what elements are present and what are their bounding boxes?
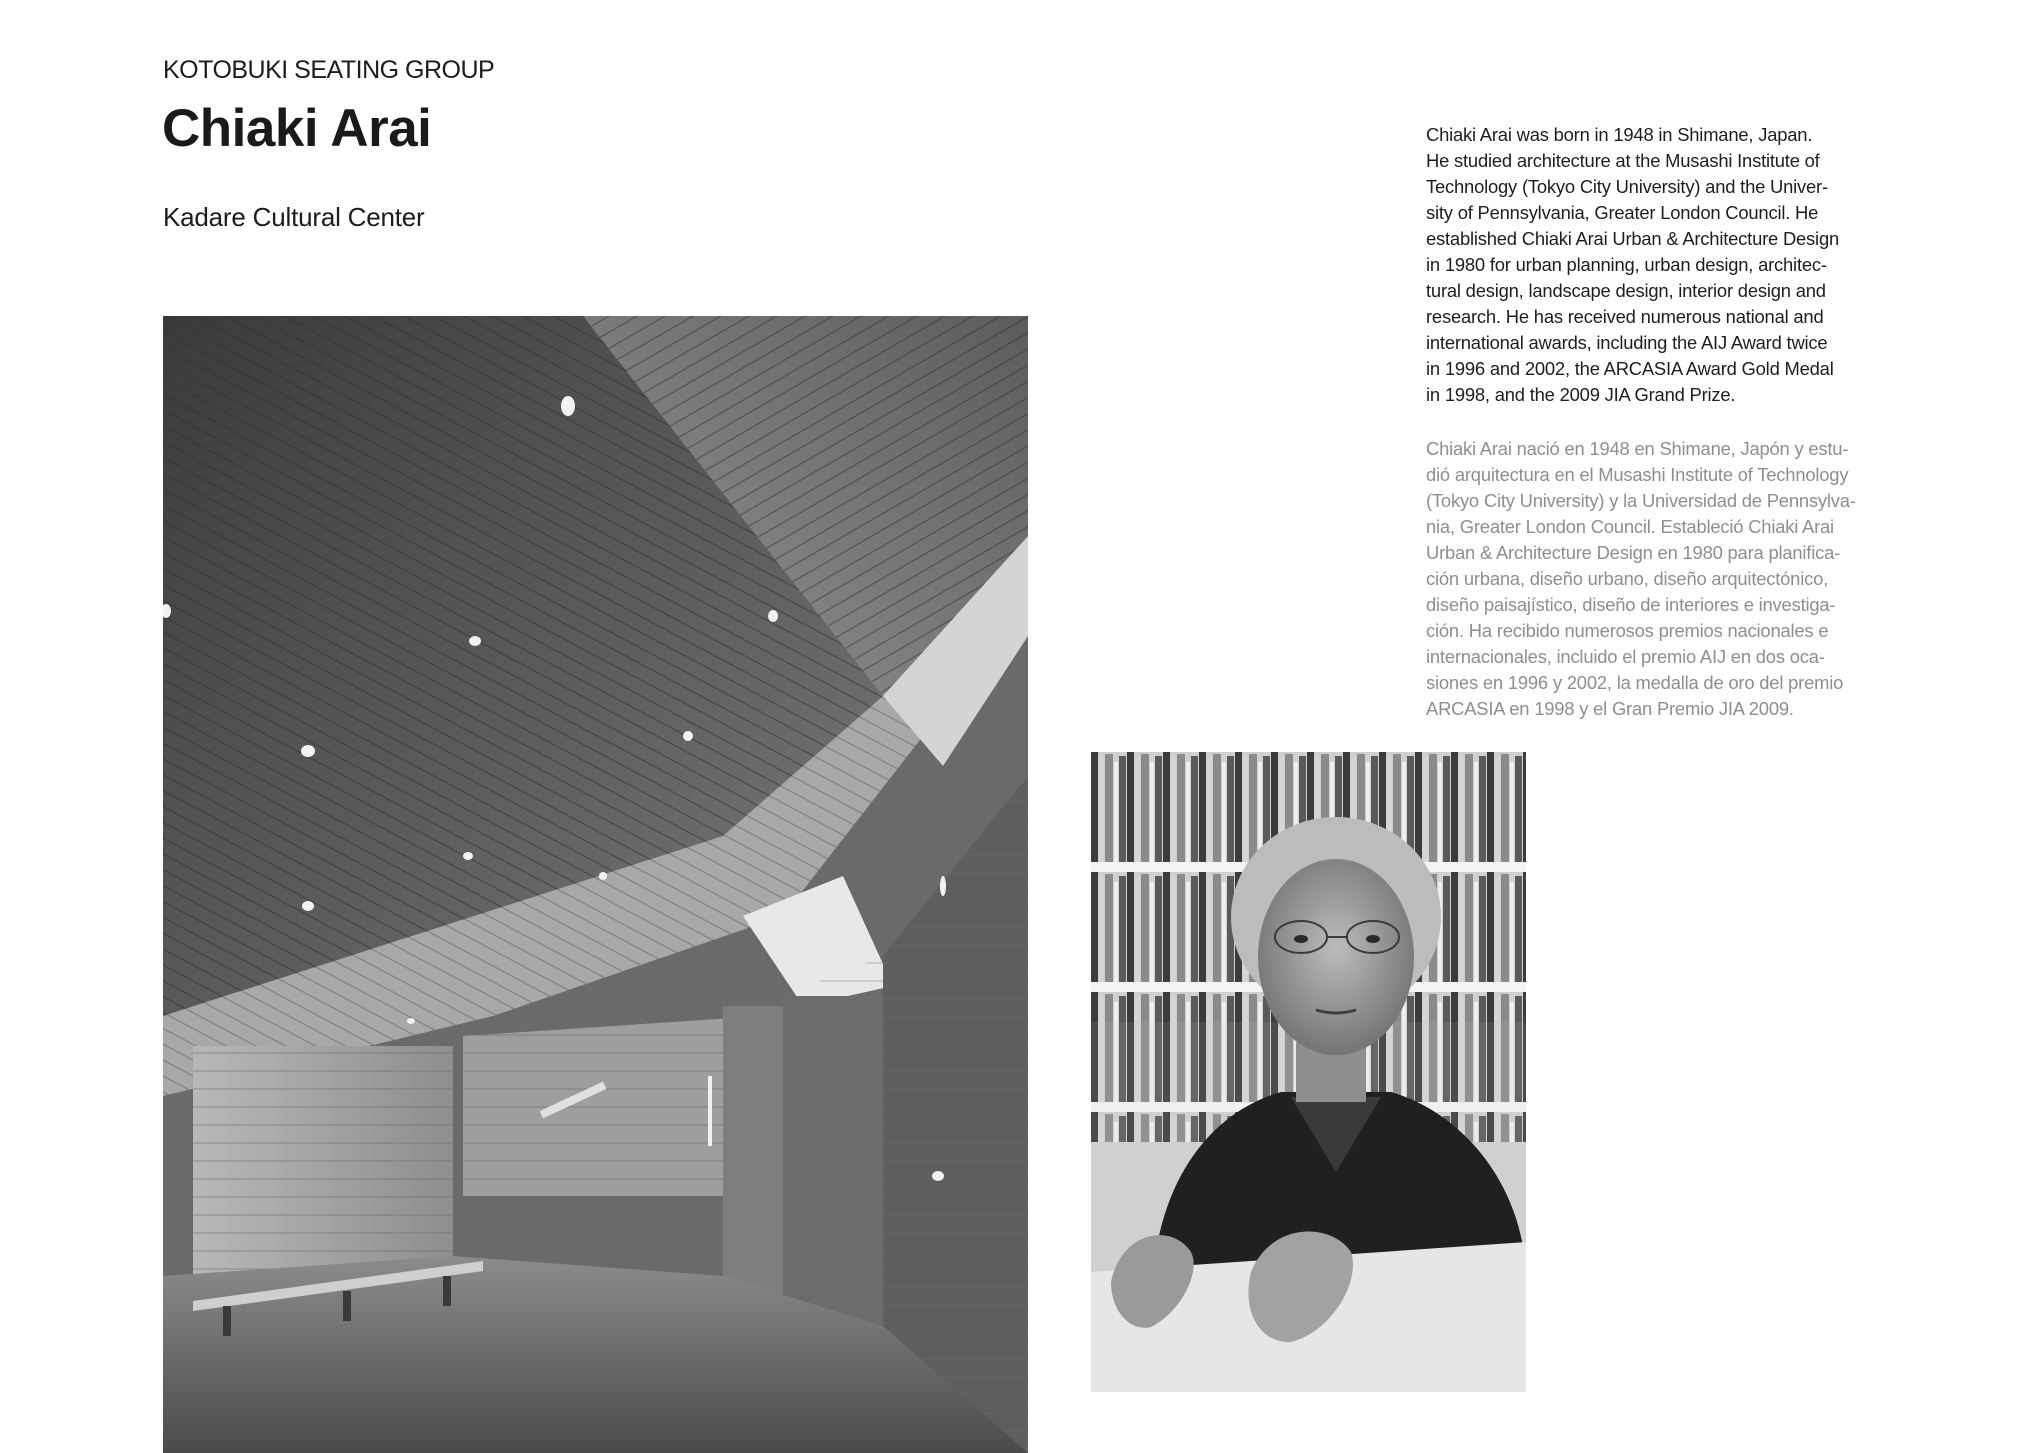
bio-line: He studied architecture at the Musashi Institute of bbox=[1426, 150, 1820, 171]
bio-line: Chiaki Arai nació en 1948 en Shimane, Japón y estu- bbox=[1426, 438, 1849, 459]
bio-line: diseño paisajístico, diseño de interiores e investiga- bbox=[1426, 594, 1836, 615]
bio-line: Chiaki Arai was born in 1948 in Shimane, Japan. bbox=[1426, 124, 1813, 145]
bio-line: ción. Ha recibido numerosos premios nacionales e bbox=[1426, 620, 1829, 641]
architect-portrait-photo bbox=[1091, 752, 1526, 1392]
bio-line: established Chiaki Arai Urban & Architecture Design bbox=[1426, 228, 1839, 249]
bio-line: sity of Pennsylvania, Greater London Council. He bbox=[1426, 202, 1819, 223]
bio-line: research. He has received numerous national and bbox=[1426, 306, 1824, 327]
bio-spanish bbox=[1426, 436, 1866, 722]
bio-line: Urban & Architecture Design en 1980 para planifica- bbox=[1426, 542, 1841, 563]
bio-line: ARCASIA en 1998 y el Gran Premio JIA 2009. bbox=[1426, 698, 1794, 719]
project-name: Kadare Cultural Center bbox=[163, 202, 425, 232]
bio-line: in 1980 for urban planning, urban design, architec- bbox=[1426, 254, 1827, 275]
bio-line: internacionales, incluido el premio AIJ en dos oca- bbox=[1426, 646, 1825, 667]
bio-line: siones en 1996 y 2002, la medalla de oro del premio bbox=[1426, 672, 1844, 693]
bio-line: ción urbana, diseño urbano, diseño arquitectónico, bbox=[1426, 568, 1829, 589]
bio-line: dió arquitectura en el Musashi Institute of Technology bbox=[1426, 464, 1849, 485]
bio-line: Technology (Tokyo City University) and the Univer- bbox=[1426, 176, 1828, 197]
bio-line: nia, Greater London Council. Estableció Chiaki Arai bbox=[1426, 516, 1834, 537]
bio-line: (Tokyo City University) y la Universidad de Pennsylva- bbox=[1426, 490, 1856, 511]
interior-photo bbox=[163, 316, 1028, 1453]
bio-line: in 1998, and the 2009 JIA Grand Prize. bbox=[1426, 384, 1736, 405]
bio-line: in 1996 and 2002, the ARCASIA Award Gold Medal bbox=[1426, 358, 1834, 379]
architect-name: Chiaki Arai bbox=[162, 99, 432, 158]
group-label: KOTOBUKI SEATING GROUP bbox=[163, 56, 495, 84]
bio-english bbox=[1426, 122, 1866, 408]
bio-line: international awards, including the AIJ Award twice bbox=[1426, 332, 1828, 353]
bio-line: tural design, landscape design, interior design and bbox=[1426, 280, 1826, 301]
